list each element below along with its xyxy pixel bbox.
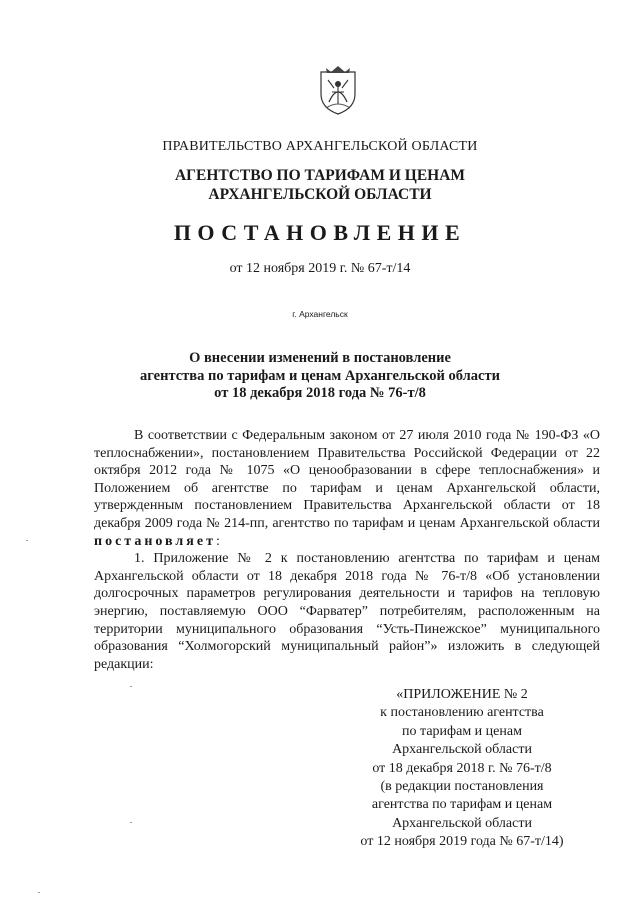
- appendix-line1: «ПРИЛОЖЕНИЕ № 2: [396, 687, 528, 702]
- document-type: ПОСТАНОВЛЕНИЕ: [173, 220, 467, 245]
- appendix-line7: агентства по тарифам и ценам: [371, 797, 553, 813]
- subject-line2: агентства по тарифам и ценам Архангельской области: [140, 367, 500, 384]
- coat-of-arms-icon: [318, 64, 358, 116]
- appendix-line6: (в редакции постановления: [380, 779, 544, 795]
- body-paragraph-2: 1. Приложение № 2 к постановлению агентства по тарифам и ценам Архангельской области от 18 декабря 2018 года № 76-т/8 «Об установлении долгосрочных параметров регулирования деятельности и тарифов на тепловую энергию, поставляемую ООО “Фарватер” потребителям, расположенным на территории муниципального образования “Усть-Пинежское” муниципального образования “Холмогорский муниципальный район”» изложить в следующей редакции:: [94, 551, 600, 672]
- appendix-line8: Архангельской области: [392, 815, 532, 831]
- preamble-text: В соответствии с Федеральным законом от 27 июля 2010 года № 190-ФЗ «О теплоснабжении», постановлением Правительства Российской Федерации от 22 октября 2012 года № 1075 «О ценообразовании в сфере теплоснабжения» и Положением об агентстве по тарифам и ценам Архангельской области, утвержденным постановлением Правительства Архангельской области от 18 декабря 2009 года № 214-пп, агентство по тарифам и ценам Архангельской области: [94, 428, 600, 531]
- scan-mark: [38, 892, 40, 893]
- appendix-line3: по тарифам и ценам: [402, 723, 522, 739]
- government-title: ПРАВИТЕЛЬСТВО АРХАНГЕЛЬСКОЙ ОБЛАСТИ: [162, 139, 478, 154]
- date-and-number: от 12 ноября 2019 г. № 67-т/14: [229, 261, 411, 276]
- document-body: [94, 427, 600, 673]
- appendix-header: [334, 686, 590, 852]
- scan-mark: [26, 540, 28, 541]
- appendix-line2: к постановлению агентства: [380, 705, 544, 721]
- scan-mark: [130, 686, 132, 687]
- agency-title-line1: АГЕНТСТВО ПО ТАРИФАМ И ЦЕНАМ: [174, 167, 466, 184]
- agency-title: [0, 166, 640, 204]
- body-paragraph-1: [94, 427, 600, 550]
- subject-line3: от 18 декабря 2018 года № 76-т/8: [214, 385, 426, 401]
- appendix-line4: Архангельской области: [392, 742, 532, 758]
- subject-line1: О внесении изменений в постановление: [189, 350, 451, 366]
- agency-title-line2: АРХАНГЕЛЬСКОЙ ОБЛАСТИ: [208, 186, 432, 203]
- document-subject: [0, 350, 640, 403]
- preamble-colon: :: [215, 533, 220, 549]
- appendix-line5: от 18 декабря 2018 г. № 76-т/8: [372, 760, 552, 776]
- appendix-line9: от 12 ноября 2019 года № 67-т/14): [360, 834, 564, 850]
- city: г. Архангельск: [292, 309, 348, 319]
- resolves-word: постановляет: [94, 533, 216, 549]
- scan-mark: [130, 822, 132, 823]
